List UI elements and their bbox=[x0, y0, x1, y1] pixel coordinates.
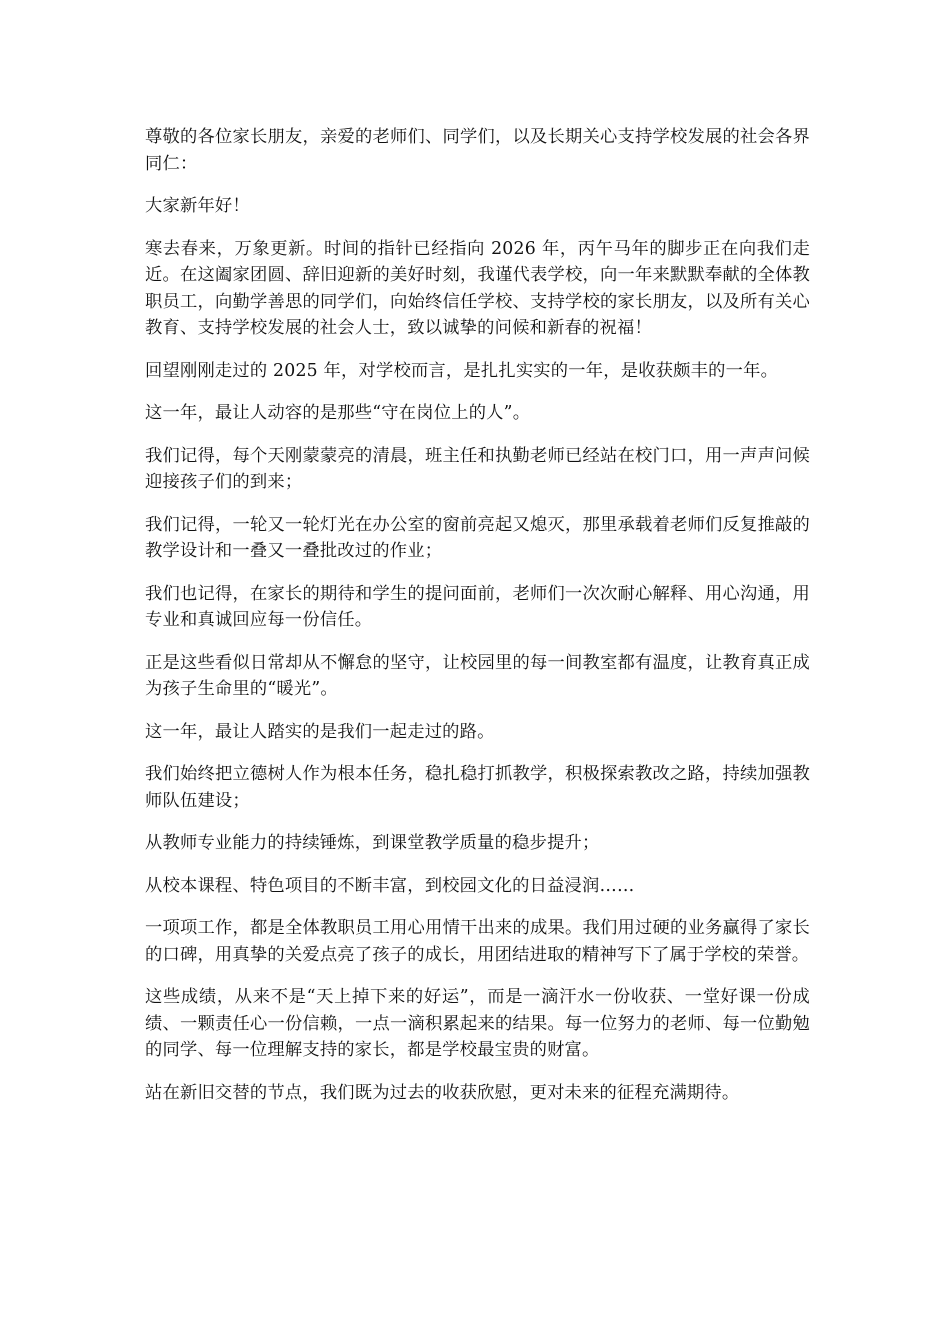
paragraph: 我们记得，一轮又一轮灯光在办公室的窗前亮起又熄灭，那里承载着老师们反复推敲的教学设计和一叠又一叠批改过的作业； bbox=[145, 514, 810, 561]
greeting: 大家新年好！ bbox=[145, 196, 250, 216]
paragraph: 这一年，最让人踏实的是我们一起走过的路。 bbox=[145, 721, 495, 742]
paragraph: 我们也记得，在家长的期待和学生的提问面前，老师们一次次耐心解释、用心沟通，用专业和真诚回应每一份信任。 bbox=[145, 583, 810, 630]
paragraph: 寒去春来，万象更新。时间的指针已经指向 2026 年，丙午马年的脚步正在向我们走近。在这阖家团圆、辞旧迎新的美好时刻，我谨代表学校，向一年来默默奉献的全体教职员工，向勤学善思的同学们，向始终信任学校、支持学校的家长朋友，以及所有关心教育、支持学校发展的社会人士，致以诚挚的问候和新春的祝福！ bbox=[145, 238, 810, 338]
paragraph: 这些成绩，从来不是“天上掉下来的好运”，而是一滴汗水一份收获、一堂好课一份成绩、一颗责任心一份信赖，一点一滴积累起来的结果。每一位努力的老师、每一位勤勉的同学、每一位理解支持的家长，都是学校最宝贵的财富。 bbox=[145, 987, 810, 1060]
paragraph: 从教师专业能力的持续锤炼，到课堂教学质量的稳步提升； bbox=[145, 833, 600, 853]
paragraph: 我们始终把立德树人作为根本任务，稳扎稳打抓教学，积极探索教改之路，持续加强教师队伍建设； bbox=[145, 764, 810, 811]
paragraph: 这一年，最让人动容的是那些“守在岗位上的人”。 bbox=[145, 403, 531, 423]
paragraph: 一项项工作，都是全体教职员工用心用情干出来的成果。我们用过硬的业务赢得了家长的口碑，用真挚的关爱点亮了孩子的成长，用团结进取的精神写下了属于学校的荣誉。 bbox=[145, 918, 810, 965]
paragraph: 从校本课程、特色项目的不断丰富，到校园文化的日益浸润…… bbox=[145, 875, 635, 896]
paragraph: 正是这些看似日常却从不懈怠的坚守，让校园里的每一间教室都有温度，让教育真正成为孩子生命里的“暖光”。 bbox=[145, 652, 810, 699]
paragraph: 站在新旧交替的节点，我们既为过去的收获欣慰，更对未来的征程充满期待。 bbox=[145, 1082, 740, 1103]
paragraph: 我们记得，每个天刚蒙蒙亮的清晨，班主任和执勤老师已经站在校门口，用一声声问候迎接孩子们的到来； bbox=[145, 445, 810, 492]
paragraph: 回望刚刚走过的 2025 年，对学校而言，是扎扎实实的一年，是收获颇丰的一年。 bbox=[145, 360, 779, 381]
letter-body bbox=[145, 124, 810, 1122]
salutation: 尊敬的各位家长朋友，亲爱的老师们、同学们，以及长期关心支持学校发展的社会各界同仁： bbox=[145, 127, 810, 174]
